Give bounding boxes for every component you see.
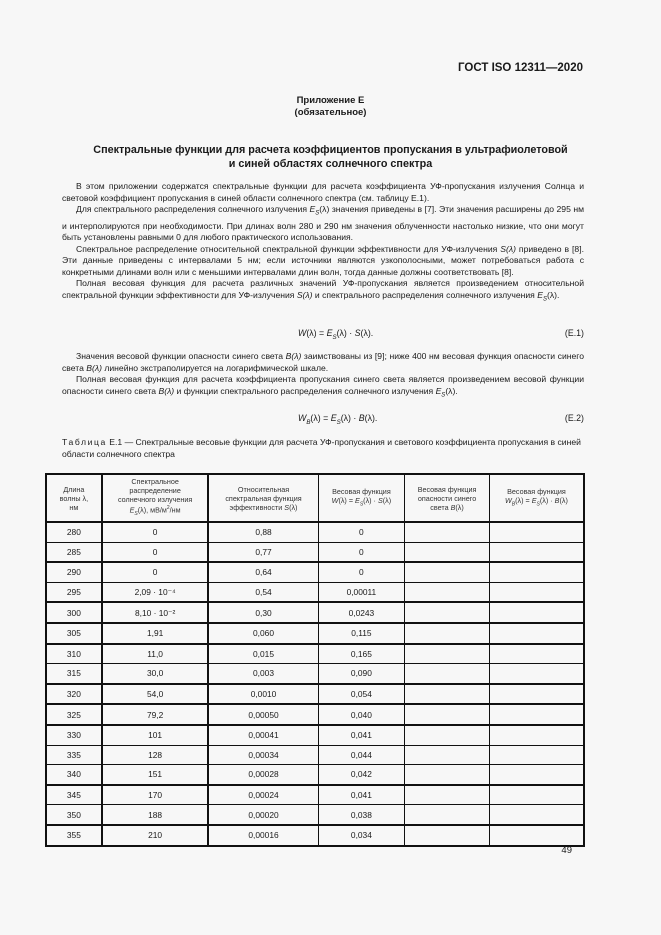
- table-row: [46, 644, 584, 664]
- table-cell: [405, 765, 490, 785]
- table-cell: 310: [46, 644, 102, 664]
- table-row: [46, 623, 584, 644]
- table-cell: [489, 805, 584, 825]
- table-header-row: [46, 474, 584, 522]
- table-cell: [405, 623, 490, 644]
- table-cell: [405, 644, 490, 664]
- table-cell: 0,30: [208, 602, 318, 623]
- table-cell: 0,00050: [208, 704, 318, 725]
- table-cell: 300: [46, 602, 102, 623]
- table-cell: [405, 785, 490, 805]
- table-cell: 330: [46, 725, 102, 745]
- table-cell: [489, 745, 584, 765]
- formula-e1-number: (Е.1): [564, 328, 584, 338]
- table-cell: 0,77: [208, 542, 318, 562]
- paragraph-3: Спектральное распределение относительной спектральной функции эффективности для УФ-излучения S(λ) приведено в [8]. Эти данные приведены с интервалами 5 нм; если источники являются узкополосными, может потребоваться работа с конкретными длинами волн или с меньшими интервалами длин волн, тогда данные должны соответствовать [8].: [62, 243, 584, 277]
- table-cell: 345: [46, 785, 102, 805]
- table-cell: [405, 602, 490, 623]
- table-cell: 151: [102, 765, 209, 785]
- table-cell: 0,00020: [208, 805, 318, 825]
- table-cell: 0,54: [208, 582, 318, 602]
- table-cell: 305: [46, 623, 102, 644]
- table-cell: 0,054: [318, 684, 405, 705]
- table-cell: [405, 825, 490, 846]
- table-cell: 0,038: [318, 805, 405, 825]
- spectral-table: [45, 473, 585, 847]
- table-cell: [489, 522, 584, 542]
- table-cell: 0: [318, 522, 405, 542]
- paragraph-6: Полная весовая функция для расчета коэффициента пропускания синего света является произведением весовой функции опасности синего света B(λ) и функции спектрального распределения солнечного излучения $E_S(\lambda)$.: [62, 374, 584, 399]
- table-cell: 0,00011: [318, 582, 405, 602]
- table-cell: 0,00041: [208, 725, 318, 745]
- table-row: [46, 704, 584, 725]
- table-cell: [405, 684, 490, 705]
- table-cell: 0,060: [208, 623, 318, 644]
- table-cell: 8,10 · 10⁻²: [102, 602, 209, 623]
- table-cell: 0,00028: [208, 765, 318, 785]
- header-wavelength: Длина волны λ, нм: [46, 474, 102, 522]
- table-cell: [489, 825, 584, 846]
- formula-e2-number: (Е.2): [564, 413, 584, 423]
- table-row: [46, 542, 584, 562]
- paragraph-4: Полная весовая функция для расчета различных значений УФ-пропускания является произведением относительной спектральной функции эффективности для УФ-излучения S(λ) и спектрального распределения солнечного излучения $E_S(\lambda)$.: [62, 278, 584, 303]
- table-cell: [405, 542, 490, 562]
- table-cell: 170: [102, 785, 209, 805]
- table-cell: [489, 542, 584, 562]
- table-cell: 0,00034: [208, 745, 318, 765]
- table-cell: 290: [46, 562, 102, 582]
- table-cell: 0,003: [208, 664, 318, 684]
- table-cell: [405, 725, 490, 745]
- document-id: ГОСТ ISO 12311—2020: [458, 62, 583, 74]
- table-cell: [489, 725, 584, 745]
- table-cell: [489, 664, 584, 684]
- table-cell: 0,115: [318, 623, 405, 644]
- table-cell: 188: [102, 805, 209, 825]
- table-cell: [489, 582, 584, 602]
- table-cell: [405, 522, 490, 542]
- table-cell: 0,041: [318, 725, 405, 745]
- table-cell: 295: [46, 582, 102, 602]
- table-cell: 0,042: [318, 765, 405, 785]
- table-cell: 2,09 · 10⁻⁴: [102, 582, 209, 602]
- table-row: [46, 522, 584, 542]
- table-cell: 79,2: [102, 704, 209, 725]
- table-cell: [489, 562, 584, 582]
- table-cell: 0,034: [318, 825, 405, 846]
- table-row: [46, 562, 584, 582]
- table-cell: [489, 684, 584, 705]
- table-cell: 0: [102, 562, 209, 582]
- table-row: [46, 602, 584, 623]
- table-cell: 0,00016: [208, 825, 318, 846]
- table-cell: 30,0: [102, 664, 209, 684]
- table-cell: 0,090: [318, 664, 405, 684]
- body-text: [62, 181, 584, 306]
- table-row: [46, 664, 584, 684]
- header-blue-hazard: Весовая функция опасности синего света B(λ): [405, 474, 490, 522]
- table-cell: 0: [102, 542, 209, 562]
- table-row: [46, 785, 584, 805]
- table-caption: Таблица Е.1 — Спектральные весовые функции для расчета УФ-пропускания и светового коэффициента пропускания в синей области солнечного спектра: [62, 437, 581, 459]
- appendix-status: (обязательное): [294, 107, 367, 118]
- header-weight-blue: Весовая функция $W_B(\lambda) = E_S(\lambda) \cdot B(\lambda)$: [489, 474, 584, 522]
- table-cell: 0,041: [318, 785, 405, 805]
- paragraph-5: Значения весовой функции опасности синего света B(λ) заимствованы из [9]; ниже 400 нм весовая функция опасности синего света B(λ) линейно экстраполируется на логарифмической шкале.: [62, 351, 584, 373]
- table-cell: 355: [46, 825, 102, 846]
- table-cell: 340: [46, 765, 102, 785]
- table-cell: 315: [46, 664, 102, 684]
- table-cell: 320: [46, 684, 102, 705]
- paragraph-1: В этом приложении содержатся спектральные функции для расчета коэффициента УФ-пропускания излучения Солнца и световой коэффициент пропускания в синей области солнечного спектра (см. таблицу Е.1).: [62, 181, 584, 203]
- table-cell: 0,044: [318, 745, 405, 765]
- table-cell: 210: [102, 825, 209, 846]
- table-cell: 101: [102, 725, 209, 745]
- table-cell: [489, 644, 584, 664]
- table-cell: [489, 785, 584, 805]
- table-cell: 0,0010: [208, 684, 318, 705]
- table-cell: 335: [46, 745, 102, 765]
- table-cell: 0,040: [318, 704, 405, 725]
- table-row: [46, 825, 584, 846]
- formula-e1: $W(\lambda) = E_S(\lambda) \cdot S(\lambda)$.: [298, 328, 374, 341]
- table-cell: 54,0: [102, 684, 209, 705]
- table-cell: 0: [318, 562, 405, 582]
- formula-e2: $W_B(\lambda) = E_S(\lambda) \cdot B(\lambda)$.: [298, 413, 378, 426]
- table-cell: [489, 704, 584, 725]
- page-number: 49: [561, 845, 572, 856]
- table-cell: 325: [46, 704, 102, 725]
- table-cell: 128: [102, 745, 209, 765]
- table-row: [46, 765, 584, 785]
- title-line-2: и синей областях солнечного спектра: [228, 158, 433, 170]
- header-weight-uv: Весовая функция $W(\lambda) = E_S(\lambda) \cdot S(\lambda)$: [318, 474, 405, 522]
- table-cell: [405, 704, 490, 725]
- table-cell: 0,0243: [318, 602, 405, 623]
- header-efficiency: Относительная спектральная функция эффективности S(λ): [208, 474, 318, 522]
- table-cell: [405, 562, 490, 582]
- table-cell: [489, 765, 584, 785]
- table-cell: 0,015: [208, 644, 318, 664]
- table-cell: 0,88: [208, 522, 318, 542]
- table-cell: 285: [46, 542, 102, 562]
- table-row: [46, 684, 584, 705]
- table-row: [46, 582, 584, 602]
- table-cell: [405, 582, 490, 602]
- appendix-label: Приложение Е: [296, 95, 365, 106]
- table-cell: [489, 623, 584, 644]
- table-cell: 280: [46, 522, 102, 542]
- table-cell: 0,00024: [208, 785, 318, 805]
- table-cell: 1,91: [102, 623, 209, 644]
- table-cell: [405, 745, 490, 765]
- table-cell: 0,165: [318, 644, 405, 664]
- table-cell: [405, 805, 490, 825]
- table-cell: 0: [102, 522, 209, 542]
- table-cell: 11,0: [102, 644, 209, 664]
- paragraph-2: Для спектрального распределения солнечного излучения $E_S(\lambda)$ значения приведены в [7]. Эти значения расширены до 295 нм и интерполируются при необходимости. При длинах волн 280 и 290 нм значения облученности настолько низкие, что они могут быть установлены равными 0 для любого практического использования.: [62, 204, 584, 243]
- table-cell: 0: [318, 542, 405, 562]
- appendix-title: [0, 143, 661, 171]
- body-text-2: [62, 351, 584, 402]
- title-line-1: Спектральные функции для расчета коэффициентов пропускания в ультрафиолетовой: [93, 144, 568, 156]
- table-row: [46, 725, 584, 745]
- header-solar-spectrum: Спектральное распределение солнечного излучения $E_S(\lambda)$, $мВ/м^2/нм$: [102, 474, 209, 522]
- table-cell: 0,64: [208, 562, 318, 582]
- table-cell: [405, 664, 490, 684]
- table-row: [46, 745, 584, 765]
- table-row: [46, 805, 584, 825]
- table-cell: [489, 602, 584, 623]
- table-cell: 350: [46, 805, 102, 825]
